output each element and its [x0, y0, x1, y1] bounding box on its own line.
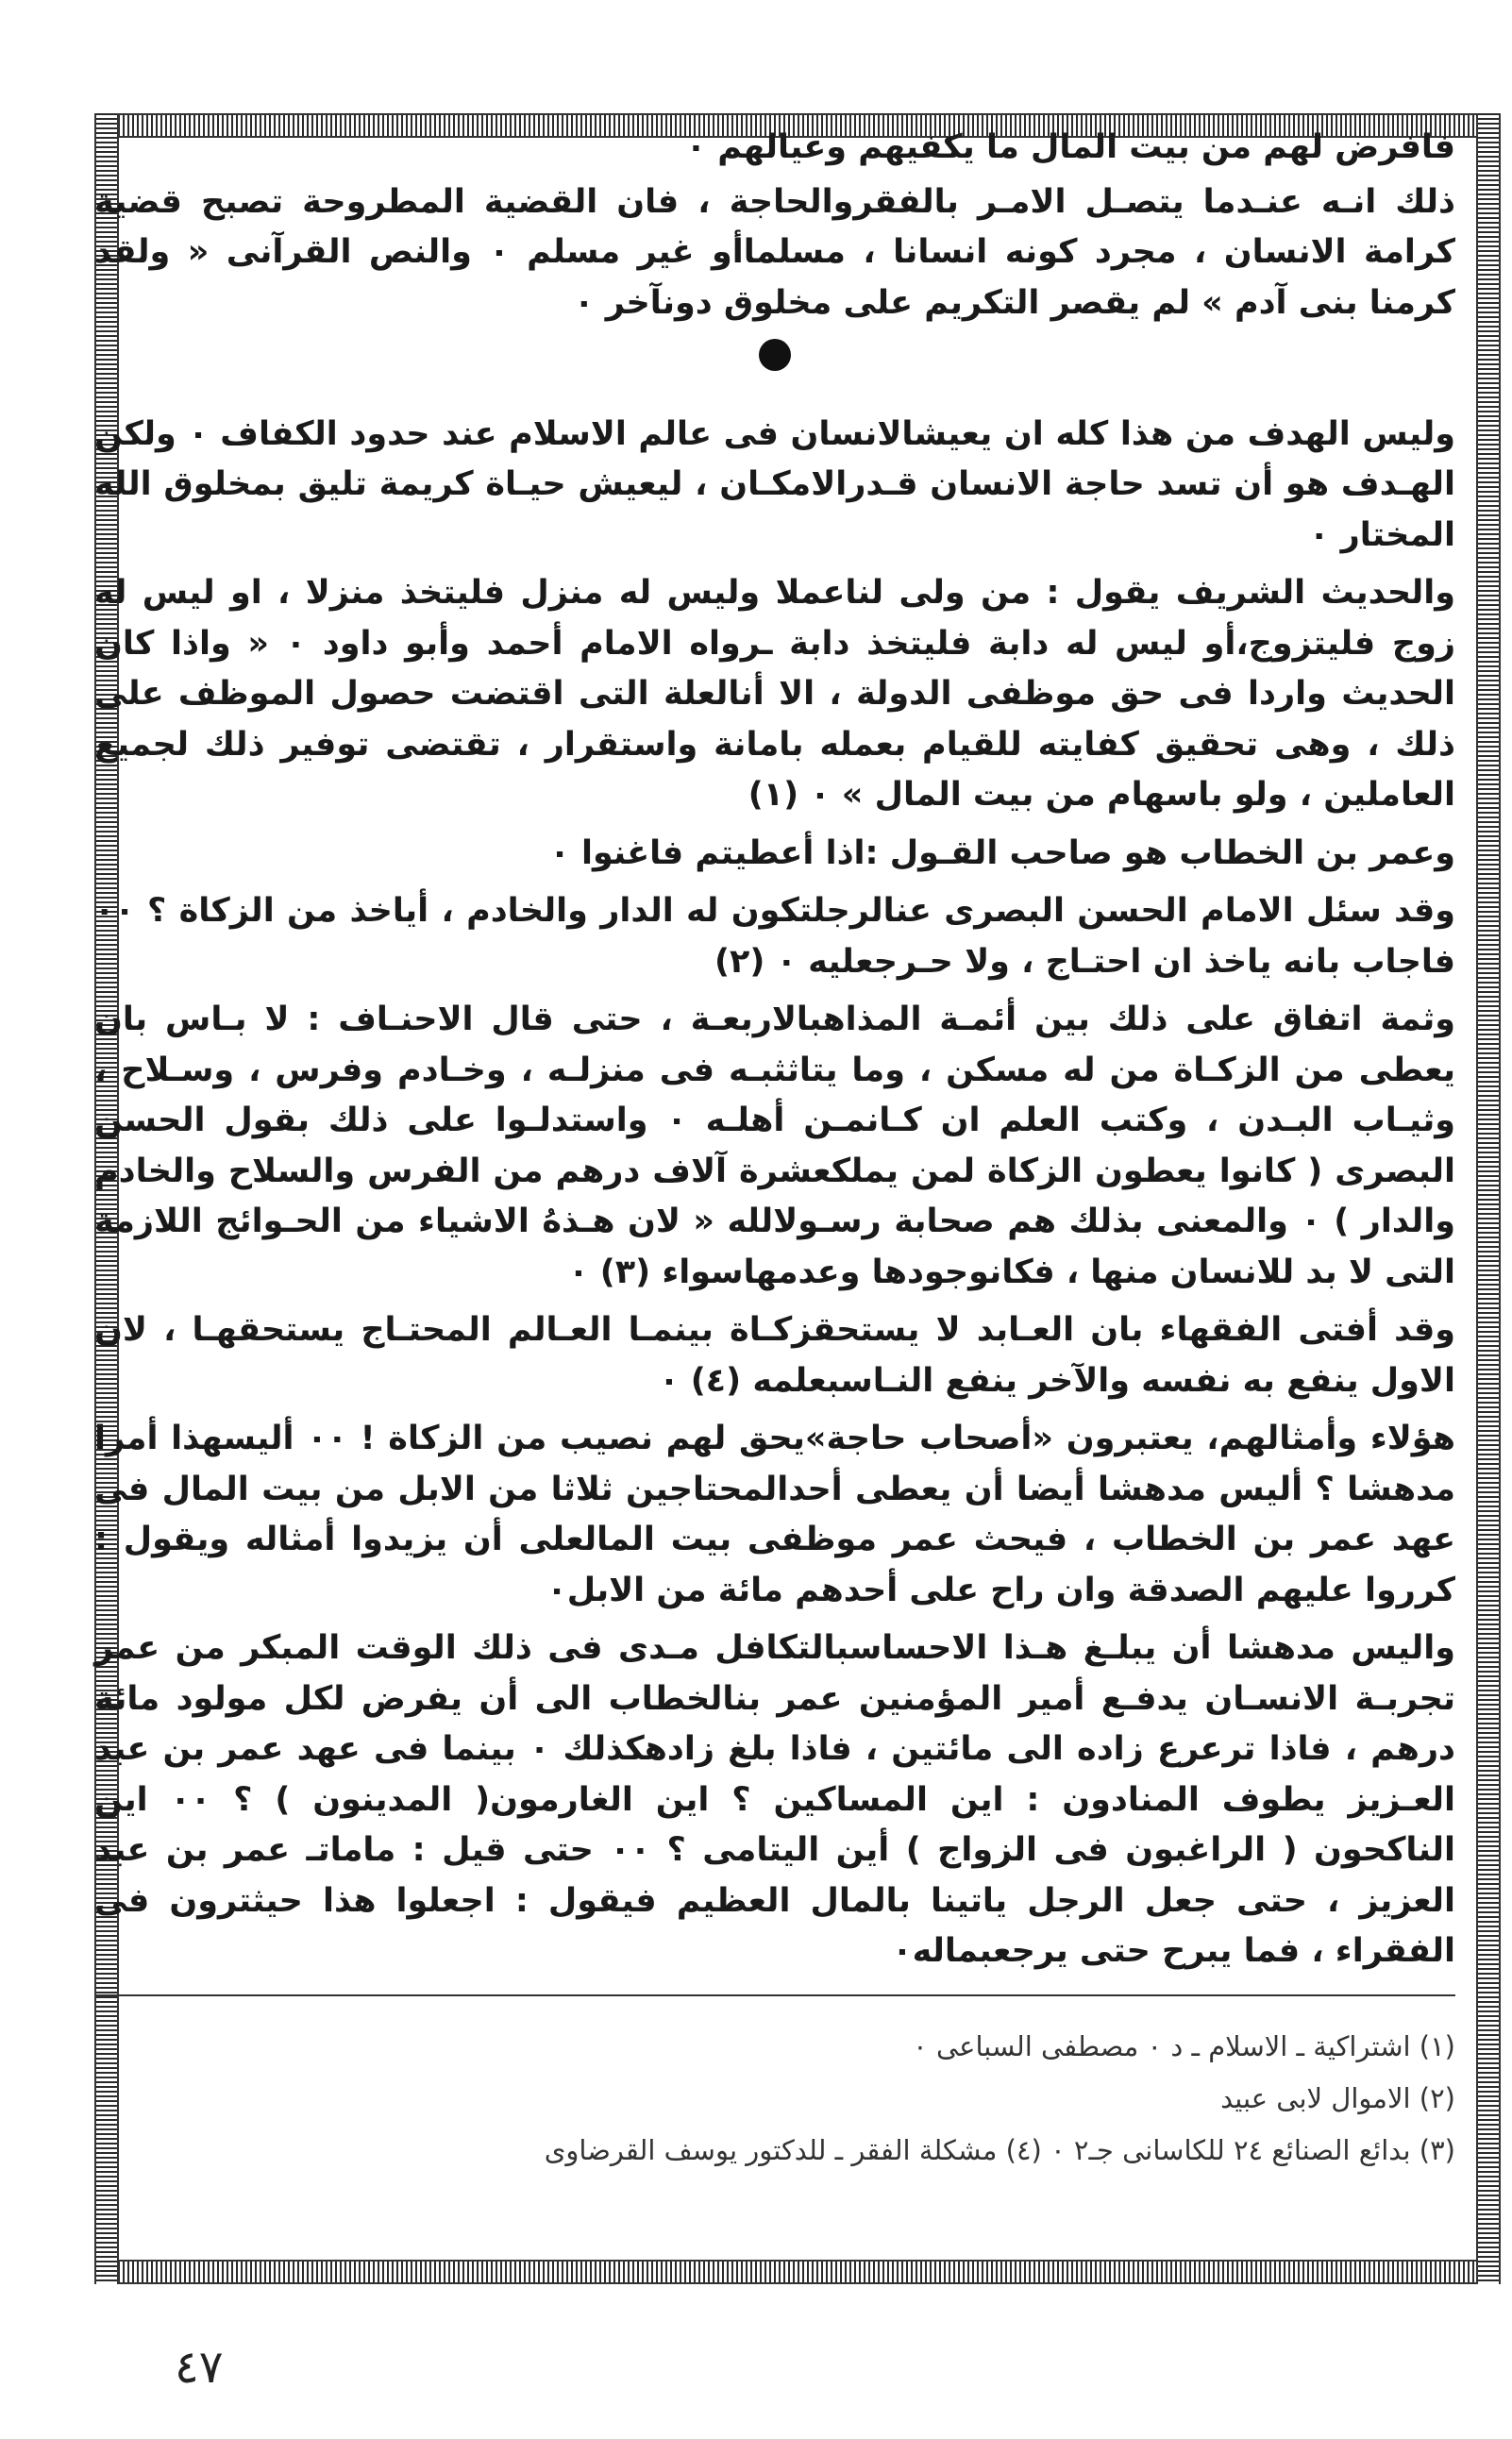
paragraph: هؤلاء وأمثالهم، يعتبرون «أصحاب حاجة»يحق لهم نصيب من الزكاة ! ٠٠ أليسهذا أمرا مدهشا ؟ أليس مدهشا أيضا أن يعطى أحدالمحتاجين ثلاثا من الابل من بيت المال فى عهد عمر بن الخطاب ، فيحث عمر موظفى بيت المالعلى أن يزيدوا أمثاله ويقول : كرروا عليهم الصدقة وان راح على أحدهم مائة من الابل٠ [94, 1420, 1455, 1609]
paragraph: وقد سئل الامام الحسن البصرى عنالرجلتكون له الدار والخادم ، أياخذ من الزكاة ؟ ٠٠ فاجاب بانه ياخذ ان احتـاج ، ولا حـرجعليه ٠ (٢) [94, 892, 1455, 981]
paragraph: وقد أفتى الفقهاء بان العـابد لا يستحقزكـاة بينمـا العـالم المحتـاج يستحقهـا ، لان الاول ينفع به نفسه والآخر ينفع النـاسبعلمه (٤) ٠ [94, 1311, 1455, 1400]
paragraph: وثمة اتفاق على ذلك بين أئمـة المذاهبالاربعـة ، حتى قال الاحنـاف : لا بـاس بان يعطى من الزكـاة من له مسكن ، وما يتاثثبـه فى منزلـه ، وخـادم وفرس ، وسـلاح ، وثيـاب البـدن ، وكتب العلم ان كـانمـن أهلـه ٠ واستدلـوا على ذلك بقول الحسن البصرى ( كانوا يعطون الزكاة لمن يملكعشرة آلاف درهم من الفرس والسلاح والخادم والدار ) ٠ والمعنى بذلك هم صحابة رسـولالله « لان هـذهُ الاشياء من الحـوائج اللازمة التى لا بد للانسان منها ، فكانوجودها وعدمهاسواء (٣) ٠ [94, 1001, 1456, 1291]
page-number: ٤٧ [175, 2341, 224, 2394]
paragraph: وليس الهدف من هذا كله ان يعيشالانسان فى عالم الاسلام عند حدود الكفاف ٠ ولكن الهـدف هو أن تسد حاجة الانسان قـدرالامكـان ، ليعيش حيـاة كريمة تليق بمخلوق الله المختار ٠ [94, 414, 1455, 554]
section-divider-dot [94, 336, 1455, 387]
paragraph: فافرض لهم من بيت المال ما يكفيهم وعيالهم ٠ [685, 128, 1455, 166]
footnotes [94, 2021, 1455, 2177]
paragraph: وعمر بن الخطاب هو صاحب القـول :اذا أعطيتم فاغنوا ٠ [549, 833, 1455, 872]
footnote: (٣) بدائع الصنائع ٢٤ للكاسانى جـ٢ ٠ (٤) مشكلة الفقر ـ للدكتور يوسف القرضاوى [544, 2133, 1455, 2166]
paragraph: ذلك انـه عنـدما يتصـل الامـر بالفقروالحاجة ، فان القضية المطروحة تصبح قضية كرامة الانسان ، مجرد كونه انسانا ، مسلماأو غير مسلم ٠ والنص القرآنى « ولقد كرمنا بنى آدم » لم يقصر التكريم على مخلوق دونآخر ٠ [94, 182, 1455, 322]
footnote: (٢) الاموال لابى عبيد [1220, 2081, 1455, 2114]
ornamental-border-right [1476, 113, 1501, 2284]
paragraph: واليس مدهشا أن يبلـغ هـذا الاحساسبالتكافل مـدى فى ذلك الوقت المبكر من عمر تجربـة الانسـان يدفـع أمير المؤمنين عمر بنالخطاب الى أن يفرض لكل مولود مائة درهم ، فاذا ترعرع زاده الى مائتين ، فاذا بلغ زادهكذلك ٠ بينما فى عهد عمر بن عبد العـزيز يطوف المنادون : اين المساكين ؟ اين الغارمون( المدينون ) ؟ ٠٠ اين الناكحون ( الراغبون فى الزواج ) أين اليتامى ؟ ٠٠ حتى قيل : ماماتـ عمر بن عبد العزيز ، حتى جعل الرجل ياتينا بالمال العظيم فيقول : اجعلوا هذا حيثترون فى الفقراء ، فما يبرح حتى يرجعبماله٠ [94, 1629, 1456, 1970]
footnote: (١) اشتراكية ـ الاسلام ـ د ٠ مصطفى السباعى ٠ [913, 2029, 1455, 2062]
paragraph: والحديث الشريف يقول : من ولى لناعملا وليس له منزل فليتخذ منزلا ، او ليس له زوج فليتزوج،أو ليس له دابة فليتخذ دابة ـرواه الامام أحمد وأبو داود ٠ « واذا كان الحديث واردا فى حق موظفى الدولة ، الا أنالعلة التى اقتضت حصول الموظف على ذلك ، وهى تحقيق كفايته للقيام بعمله بامانة واستقرار ، تقتضى توفير ذلك لجميع العاملين ، ولو باسهام من بيت المال » ٠ (١) [94, 574, 1455, 814]
ornamental-border-bottom [94, 2260, 1501, 2284]
page-body [94, 123, 1455, 2177]
footnote-separator [94, 1994, 1455, 1996]
bullet-icon [759, 339, 791, 371]
